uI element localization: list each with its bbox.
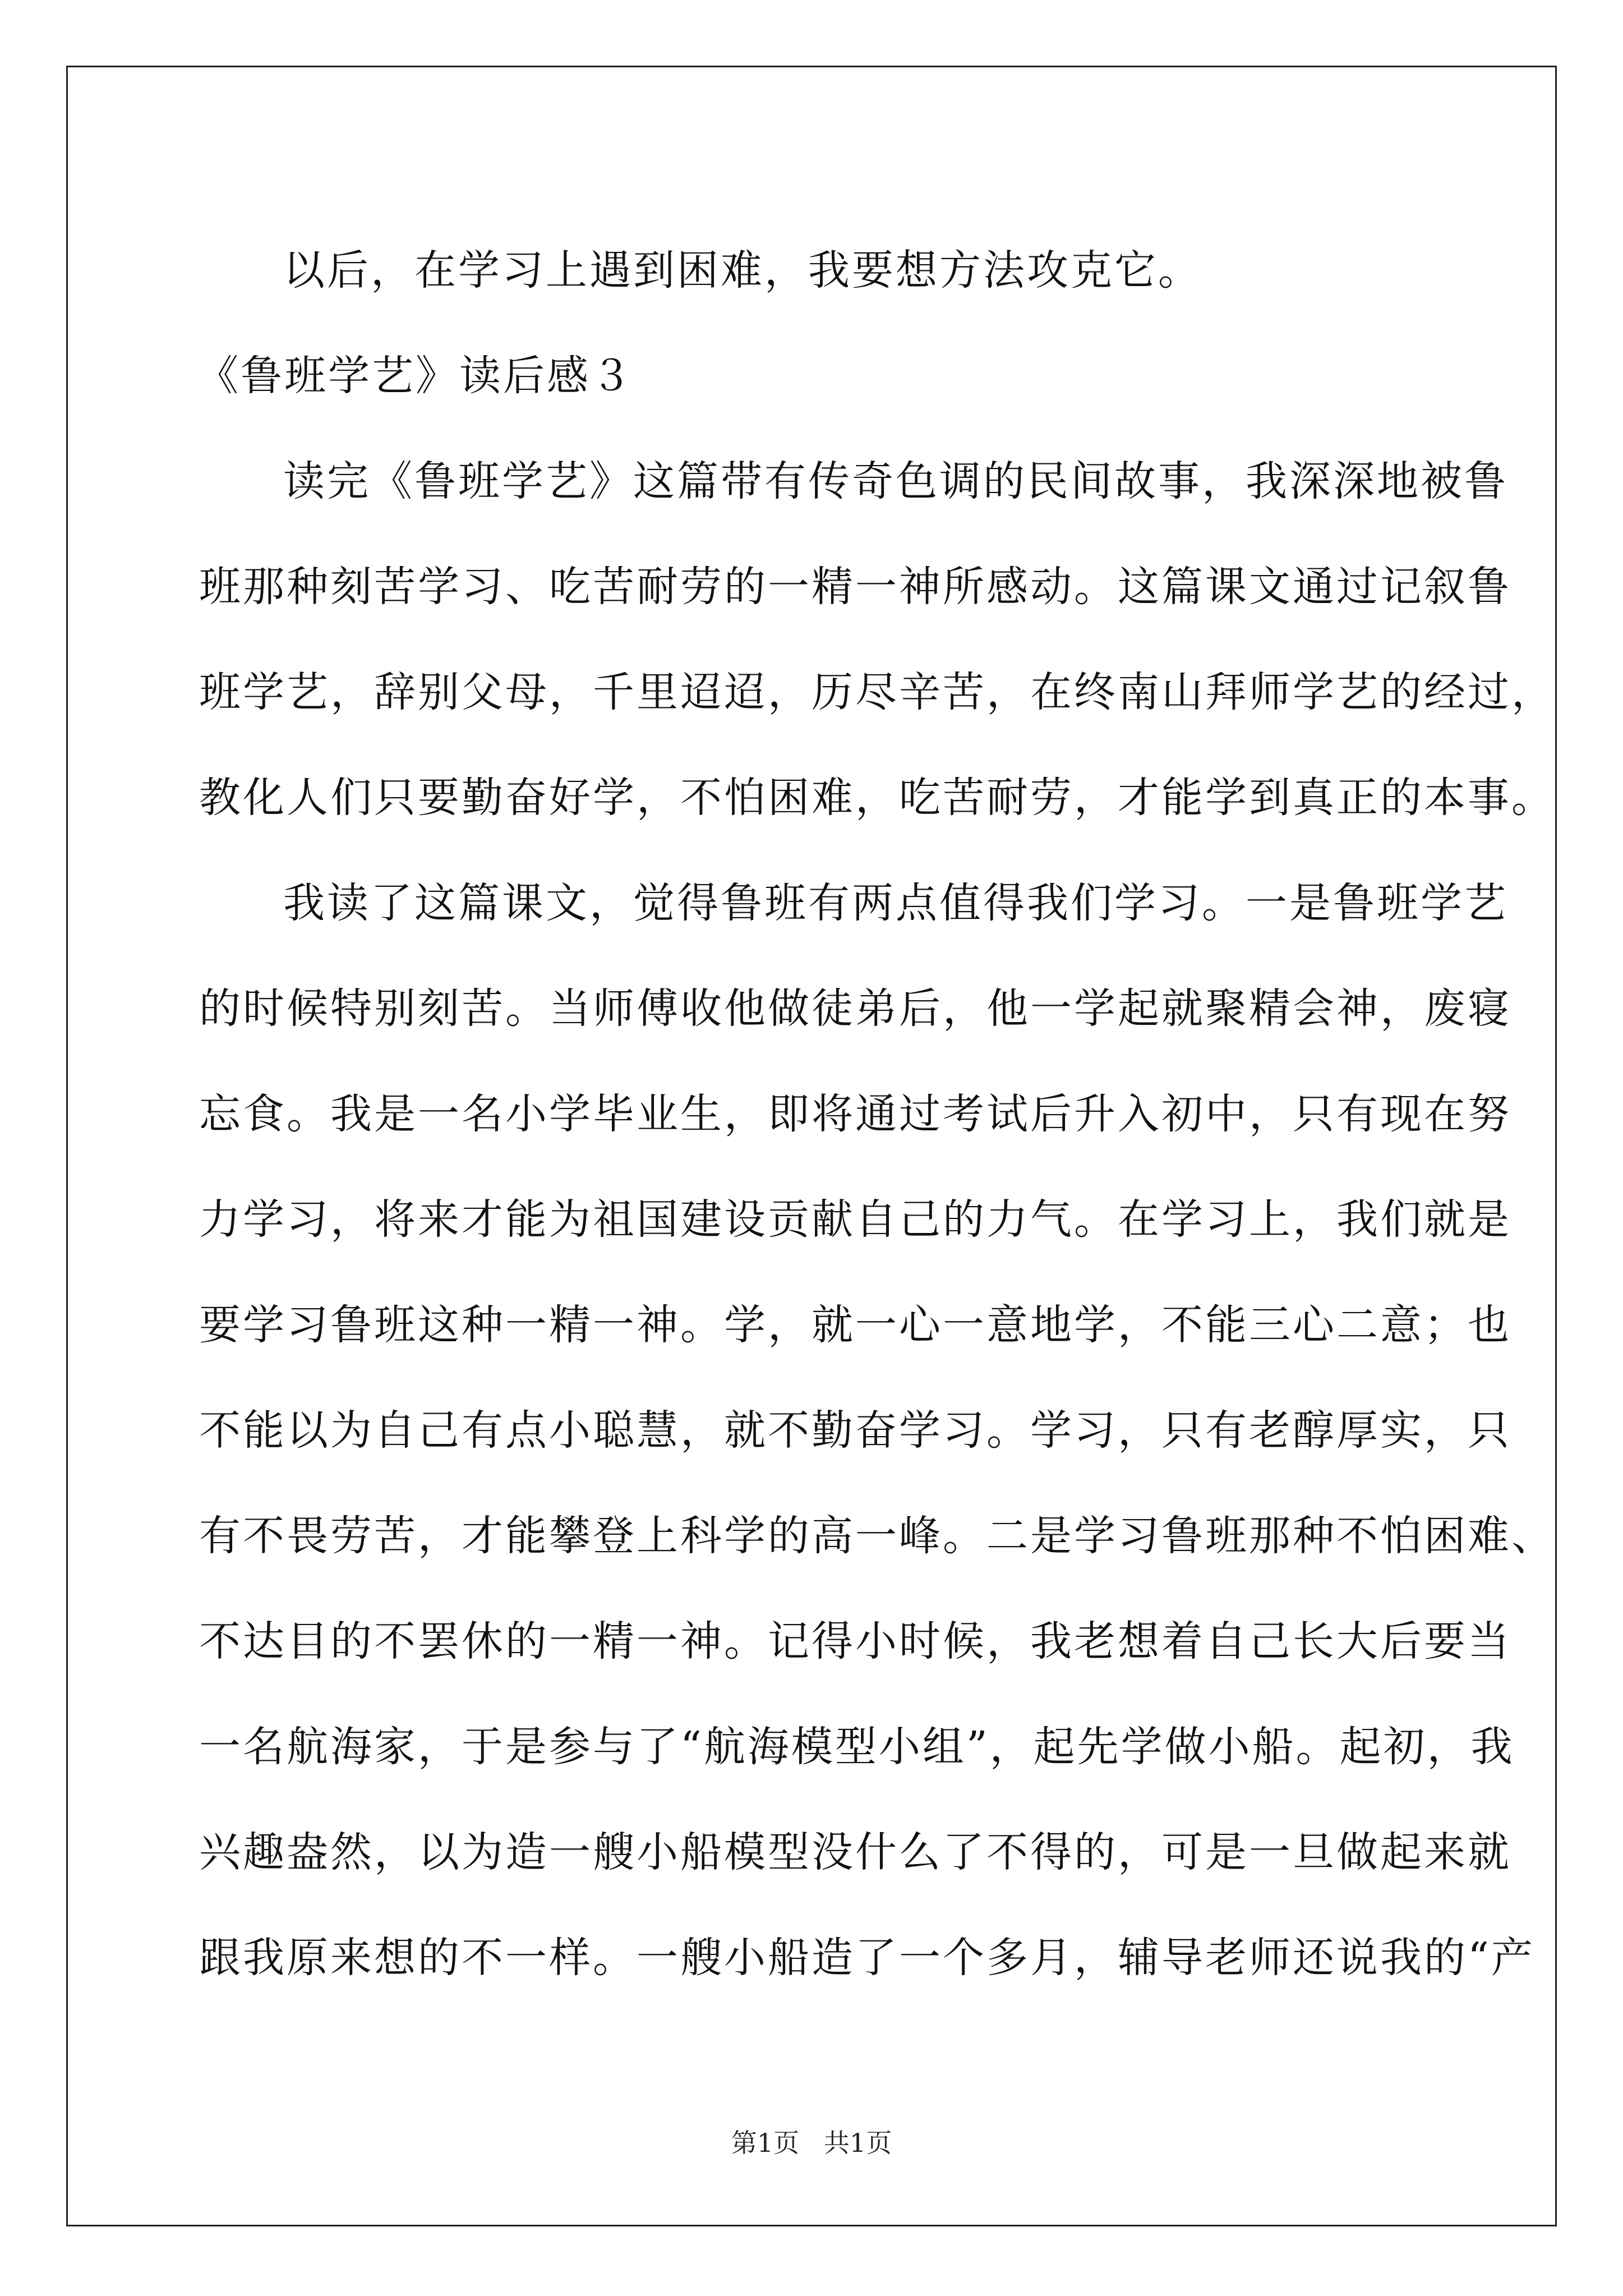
paragraph-line: 教化人们只要勤奋好学，不怕困难，吃苦耐劳，才能学到真正的本事。 (199, 774, 1555, 822)
page-footer: 第1页 共1页 (731, 2128, 892, 2158)
section-title: 《鲁班学艺》读后感３ (197, 352, 634, 400)
paragraph-line: 有不畏劳苦，才能攀登上科学的高一峰。二是学习鲁班那种不怕困难、 (199, 1512, 1555, 1560)
paragraph-line: 兴趣盎然，以为造一艘小船模型没什么了不得的，可是一旦做起来就 (199, 1828, 1511, 1876)
paragraph-line: 读完《鲁班学艺》这篇带有传奇色调的民间故事，我深深地被鲁 (283, 457, 1508, 505)
paragraph-line: 班那种刻苦学习、吃苦耐劳的一精一神所感动。这篇课文通过记叙鲁 (199, 563, 1511, 611)
paragraph-line: 的时候特别刻苦。当师傅收他做徒弟后，他一学起就聚精会神，废寝 (199, 984, 1511, 1033)
paragraph-line: 不达目的不罢休的一精一神。记得小时候，我老想着自己长大后要当 (199, 1617, 1511, 1665)
paragraph-line: 不能以为自己有点小聪慧，就不勤奋学习。学习，只有老醇厚实，只 (199, 1406, 1511, 1455)
paragraph-line: 忘食。我是一名小学毕业生，即将通过考试后升入初中，只有现在努 (199, 1090, 1511, 1138)
paragraph-line: 跟我原来想的不一样。一艘小船造了一个多月，辅导老师还说我的“产 (199, 1934, 1535, 1982)
document-body (197, 218, 1555, 2010)
paragraph-line: 班学艺，辞别父母，千里迢迢，历尽辛苦，在终南山拜师学艺的经过， (199, 668, 1555, 716)
paragraph-line: 以后，在学习上遇到困难，我要想方法攻克它。 (283, 246, 1202, 295)
paragraph-line: 我读了这篇课文，觉得鲁班有两点值得我们学习。一是鲁班学艺 (283, 879, 1508, 927)
paragraph-line: 力学习，将来才能为祖国建设贡献自己的力气。在学习上，我们就是 (199, 1195, 1511, 1244)
paragraph-line: 要学习鲁班这种一精一神。学，就一心一意地学，不能三心二意；也 (199, 1301, 1511, 1349)
paragraph-line: 一名航海家，于是参与了“航海模型小组”，起先学做小船。起初，我 (199, 1723, 1515, 1771)
